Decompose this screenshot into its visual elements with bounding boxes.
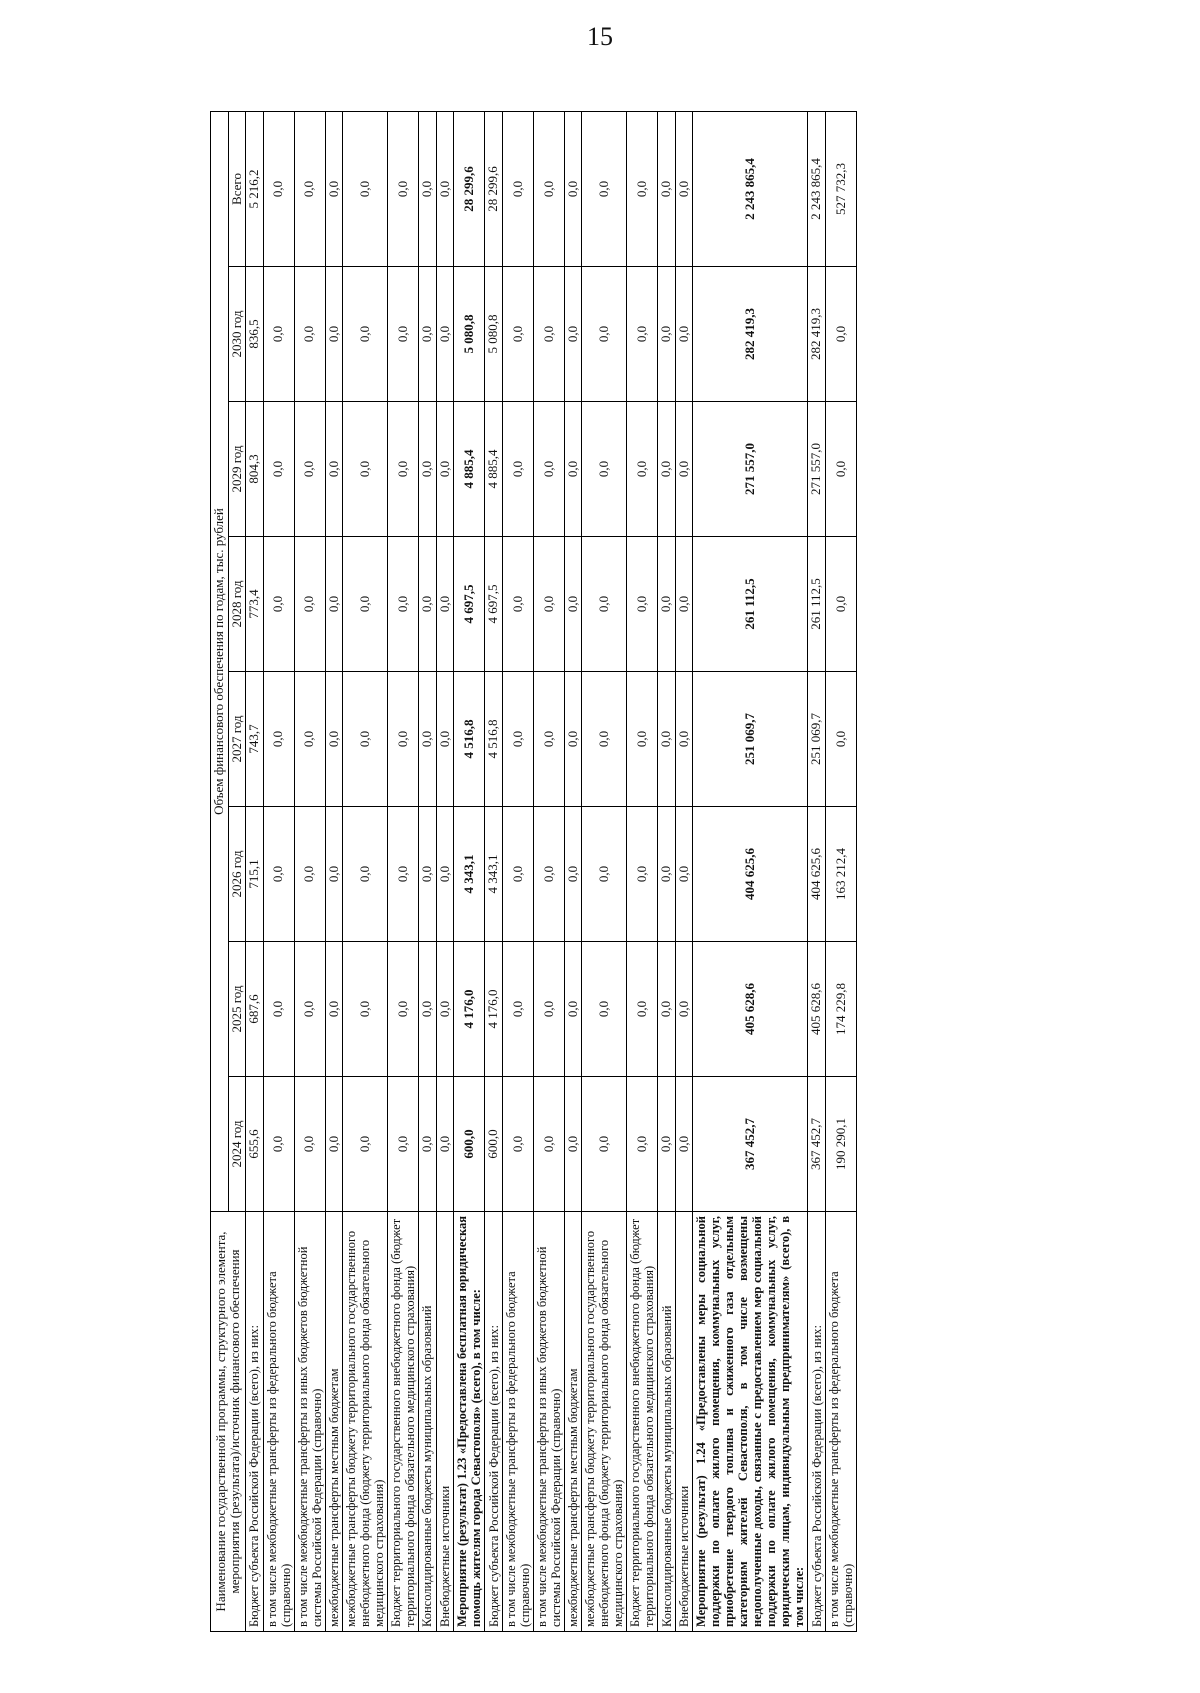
row-value: 0,0 [294,537,325,672]
row-value: 0,0 [436,402,454,537]
row-name: Бюджет субъекта Российской Федерации (всего), из них: [808,1212,826,1632]
table-row [454,111,485,1631]
row-value: 0,0 [419,267,437,402]
row-value: 0,0 [564,807,582,942]
row-value: 0,0 [388,537,419,672]
row-value: 836,5 [246,267,264,402]
row-value: 0,0 [419,1077,437,1212]
row-name: в том числе межбюджетные трансферты из федерального бюджета (справочно) [502,1212,533,1632]
row-value: 0,0 [436,267,454,402]
row-value: 282 419,3 [693,267,808,402]
row-value: 0,0 [325,537,343,672]
row-value: 0,0 [325,1077,343,1212]
row-name: Мероприятие (результат) 1.23 «Предоставлена бесплатная юридическая помощь жителям города Севастополя» (всего), в том числе: [454,1212,485,1632]
row-value: 0,0 [533,672,564,807]
row-value: 0,0 [533,1077,564,1212]
row-value: 0,0 [502,111,533,266]
row-value: 0,0 [388,942,419,1077]
row-value: 0,0 [436,1077,454,1212]
table-row [627,111,658,1631]
row-value: 0,0 [436,942,454,1077]
row-value: 0,0 [294,942,325,1077]
row-value: 0,0 [388,672,419,807]
row-value: 0,0 [343,111,388,266]
row-value: 0,0 [343,672,388,807]
row-value: 0,0 [294,111,325,266]
row-value: 4 343,1 [485,807,503,942]
row-value: 0,0 [419,111,437,266]
row-value: 0,0 [436,672,454,807]
row-value: 0,0 [658,1077,676,1212]
row-value: 0,0 [564,537,582,672]
row-value: 0,0 [325,942,343,1077]
row-value: 271 557,0 [693,402,808,537]
row-value: 0,0 [627,672,658,807]
row-value: 0,0 [436,807,454,942]
row-value: 0,0 [564,672,582,807]
row-value: 0,0 [564,111,582,266]
row-value: 190 290,1 [826,1077,857,1212]
row-value: 0,0 [436,111,454,266]
row-value: 655,6 [246,1077,264,1212]
row-value: 0,0 [343,1077,388,1212]
row-value: 4 516,8 [485,672,503,807]
table-row [675,111,693,1631]
row-value: 0,0 [675,672,693,807]
row-value: 0,0 [325,111,343,266]
row-value: 0,0 [658,267,676,402]
row-value: 404 625,6 [808,807,826,942]
row-value: 0,0 [419,672,437,807]
row-value: 0,0 [502,267,533,402]
row-value: 0,0 [533,807,564,942]
row-value: 4 697,5 [454,537,485,672]
row-value: 0,0 [419,402,437,537]
header-year: 2029 год [228,402,246,537]
row-value: 0,0 [436,537,454,672]
row-value: 0,0 [627,537,658,672]
row-value: 0,0 [533,537,564,672]
row-value: 0,0 [564,402,582,537]
header-year: Всего [228,111,246,266]
table-row [808,111,826,1631]
table-row [533,111,564,1631]
header-year: 2027 год [228,672,246,807]
row-value: 4 176,0 [454,942,485,1077]
row-name: межбюджетные трансферты бюджету территориального государственного внебюджетного фонда (бюджету территориального фонда обязательного медицинского страхования) [343,1212,388,1632]
header-name-col: Наименование государственной программы, структурного элемента, мероприятия (результата)/источник финансового обеспечения [211,1212,246,1632]
row-value: 0,0 [826,672,857,807]
row-value: 0,0 [263,672,294,807]
row-value: 0,0 [263,537,294,672]
row-name: межбюджетные трансферты местным бюджетам [564,1212,582,1632]
row-value: 4 885,4 [454,402,485,537]
row-value: 0,0 [658,537,676,672]
table-row [263,111,294,1631]
row-value: 0,0 [388,807,419,942]
row-value: 0,0 [533,267,564,402]
row-value: 0,0 [533,942,564,1077]
row-value: 405 628,6 [808,942,826,1077]
row-value: 367 452,7 [808,1077,826,1212]
row-value: 0,0 [582,402,627,537]
row-value: 0,0 [627,111,658,266]
row-value: 0,0 [658,807,676,942]
table-row [436,111,454,1631]
row-value: 4 176,0 [485,942,503,1077]
row-value: 0,0 [419,807,437,942]
row-value: 0,0 [675,942,693,1077]
table-row [388,111,419,1631]
row-value: 0,0 [388,402,419,537]
row-value: 600,0 [485,1077,503,1212]
row-value: 687,6 [246,942,264,1077]
row-value: 715,1 [246,807,264,942]
row-value: 367 452,7 [693,1077,808,1212]
header-year: 2026 год [228,807,246,942]
row-value: 0,0 [343,267,388,402]
row-name: в том числе межбюджетные трансферты из федерального бюджета (справочно) [263,1212,294,1632]
row-value: 600,0 [454,1077,485,1212]
row-value: 0,0 [533,111,564,266]
row-value: 0,0 [502,402,533,537]
row-name: в том числе межбюджетные трансферты из федерального бюджета (справочно) [826,1212,857,1632]
row-value: 0,0 [533,402,564,537]
table-row [564,111,582,1631]
header-year: 2028 год [228,537,246,672]
row-value: 0,0 [263,1077,294,1212]
table-row [343,111,388,1631]
row-name: Бюджет субъекта Российской Федерации (всего), из них: [246,1212,264,1632]
header-year: 2024 год [228,1077,246,1212]
row-value: 0,0 [582,807,627,942]
row-name: Бюджет территориального государственного внебюджетного фонда (бюджет территориального фонда обязательного медицинского страхования) [388,1212,419,1632]
table-row [419,111,437,1631]
row-value: 0,0 [582,1077,627,1212]
row-value: 261 112,5 [693,537,808,672]
row-value: 527 732,3 [826,111,857,266]
row-value: 0,0 [564,1077,582,1212]
rotated-table-container [210,112,1130,1632]
row-value: 0,0 [502,942,533,1077]
row-value: 0,0 [564,267,582,402]
row-value: 0,0 [419,537,437,672]
row-value: 261 112,5 [808,537,826,672]
row-value: 0,0 [388,1077,419,1212]
row-value: 5 216,2 [246,111,264,266]
row-value: 0,0 [826,402,857,537]
row-value: 0,0 [627,1077,658,1212]
row-name: межбюджетные трансферты бюджету территориального государственного внебюджетного фонда (бюджету территориального фонда обязательного медицинского страхования) [582,1212,627,1632]
row-value: 0,0 [325,402,343,537]
table-row [658,111,676,1631]
row-value: 0,0 [325,807,343,942]
row-value: 0,0 [263,111,294,266]
row-value: 0,0 [826,537,857,672]
table-body [246,111,857,1631]
row-name: в том числе межбюджетные трансферты из иных бюджетов бюджетной системы Российской Федерации (справочно) [533,1212,564,1632]
row-value: 28 299,6 [454,111,485,266]
row-value: 174 229,8 [826,942,857,1077]
row-value: 0,0 [564,942,582,1077]
row-value: 0,0 [388,111,419,266]
table-row [826,111,857,1631]
rotated-table-wrapper [210,112,1130,1632]
row-name: Внебюджетные источники [675,1212,693,1632]
row-value: 804,3 [246,402,264,537]
row-value: 0,0 [675,267,693,402]
row-value: 0,0 [263,942,294,1077]
row-value: 0,0 [325,672,343,807]
row-value: 0,0 [675,1077,693,1212]
row-value: 773,4 [246,537,264,672]
table-row [246,111,264,1631]
header-row-1 [211,111,229,1631]
row-value: 404 625,6 [693,807,808,942]
row-value: 0,0 [675,402,693,537]
row-value: 0,0 [826,267,857,402]
row-name: Консолидированные бюджеты муниципальных образований [419,1212,437,1632]
row-value: 0,0 [658,111,676,266]
row-value: 405 628,6 [693,942,808,1077]
row-value: 4 697,5 [485,537,503,672]
row-value: 0,0 [582,537,627,672]
table-row [294,111,325,1631]
row-value: 0,0 [582,942,627,1077]
row-value: 0,0 [658,672,676,807]
row-value: 0,0 [658,942,676,1077]
row-value: 0,0 [582,267,627,402]
row-value: 0,0 [343,807,388,942]
row-value: 4 516,8 [454,672,485,807]
row-name: Мероприятие (результат) 1.24 «Предоставлены меры социальной поддержки по оплате жилого помещения, коммунальных услуг, приобретение твердого топлива и сжиженного газа отдельным категориям жителей Севастополя, в том числе возмещены недополученные доходы, связанные с предоставлением мер социальной поддержки по оплате жилого помещения, коммунальных услуг, юридическим лицам, индивидуальным предпринимателям» (всего), в том числе: [693,1212,808,1632]
row-value: 0,0 [343,942,388,1077]
financing-table [210,111,857,1632]
row-value: 743,7 [246,672,264,807]
row-value: 251 069,7 [693,672,808,807]
row-name: Консолидированные бюджеты муниципальных образований [658,1212,676,1632]
row-value: 0,0 [294,807,325,942]
row-value: 0,0 [675,111,693,266]
row-value: 0,0 [502,672,533,807]
row-value: 28 299,6 [485,111,503,266]
row-value: 5 080,8 [485,267,503,402]
row-value: 0,0 [388,267,419,402]
row-value: 0,0 [263,267,294,402]
row-value: 2 243 865,4 [693,111,808,266]
table-row [325,111,343,1631]
row-name: в том числе межбюджетные трансферты из иных бюджетов бюджетной системы Российской Федерации (справочно) [294,1212,325,1632]
row-name: Бюджет субъекта Российской Федерации (всего), из них: [485,1212,503,1632]
row-value: 0,0 [582,672,627,807]
table-row [485,111,503,1631]
row-value: 0,0 [675,537,693,672]
page-number: 15 [587,22,613,51]
row-value: 0,0 [419,942,437,1077]
row-value: 163 212,4 [826,807,857,942]
row-value: 0,0 [294,402,325,537]
table-row [693,111,808,1631]
row-value: 5 080,8 [454,267,485,402]
row-value: 0,0 [294,1077,325,1212]
row-value: 0,0 [294,267,325,402]
row-value: 0,0 [294,672,325,807]
row-value: 2 243 865,4 [808,111,826,266]
row-value: 271 557,0 [808,402,826,537]
row-value: 0,0 [627,402,658,537]
header-group: Объем финансового обеспечения по годам, тыс. рублей [211,111,229,1211]
row-name: Бюджет территориального государственного внебюджетного фонда (бюджет территориального фонда обязательного медицинского страхования) [627,1212,658,1632]
row-value: 0,0 [263,402,294,537]
row-value: 0,0 [627,807,658,942]
row-value: 0,0 [627,942,658,1077]
table-row [502,111,533,1631]
row-name: межбюджетные трансферты местным бюджетам [325,1212,343,1632]
row-value: 0,0 [502,807,533,942]
row-value: 0,0 [502,1077,533,1212]
row-value: 0,0 [627,267,658,402]
table-row [582,111,627,1631]
row-value: 0,0 [343,537,388,672]
row-value: 282 419,3 [808,267,826,402]
row-value: 0,0 [582,111,627,266]
header-year: 2025 год [228,942,246,1077]
row-value: 0,0 [502,537,533,672]
row-value: 0,0 [658,402,676,537]
row-value: 4 343,1 [454,807,485,942]
row-value: 0,0 [675,807,693,942]
row-value: 4 885,4 [485,402,503,537]
row-value: 0,0 [263,807,294,942]
row-value: 0,0 [343,402,388,537]
row-value: 251 069,7 [808,672,826,807]
header-year: 2030 год [228,267,246,402]
row-value: 0,0 [325,267,343,402]
row-name: Внебюджетные источники [436,1212,454,1632]
